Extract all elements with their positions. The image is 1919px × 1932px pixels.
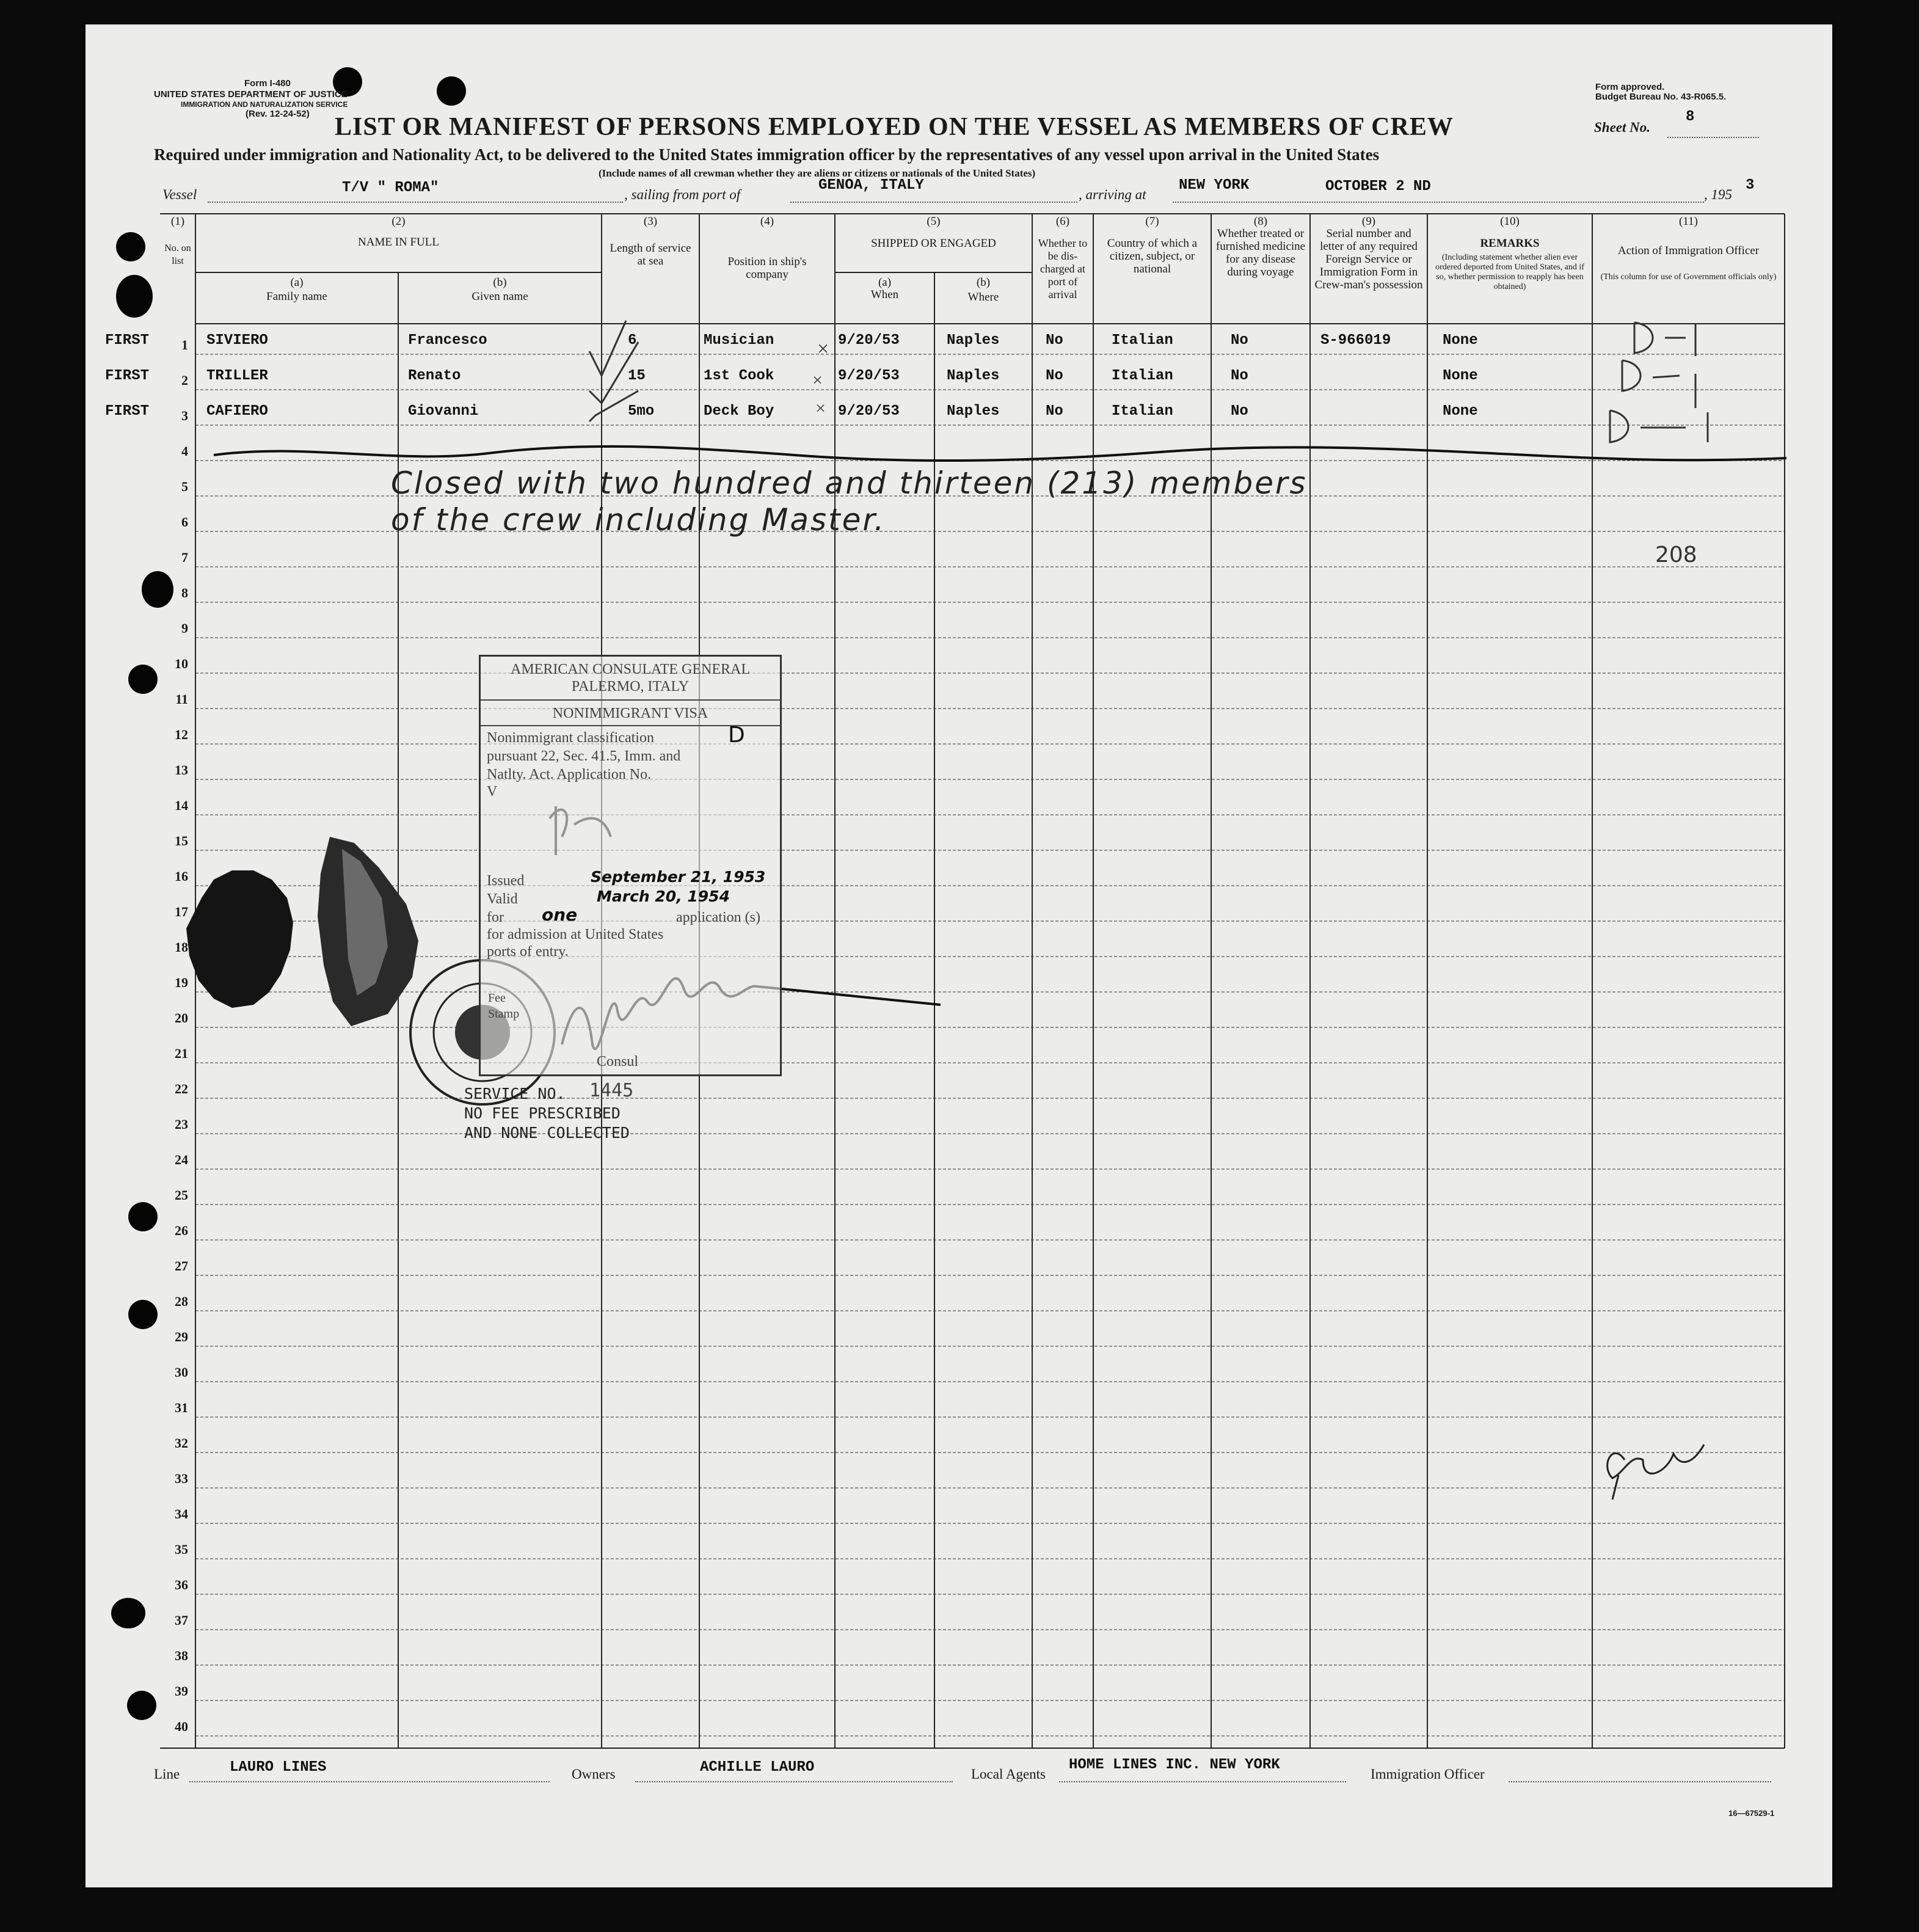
- crew-treated: No: [1231, 403, 1248, 420]
- year-prefix: , 195: [1704, 187, 1732, 202]
- crew-treated: No: [1231, 332, 1248, 349]
- footer-line-value: LAURO LINES: [230, 1759, 327, 1776]
- manifest-note: (Include names of all crewman whether they are aliens or citizens or nationals of the United States): [599, 167, 1036, 179]
- row-number: 18: [175, 939, 188, 955]
- crew-shipped-where: Naples: [947, 403, 1000, 420]
- row-number: 16: [175, 869, 188, 884]
- crew-discharged: No: [1046, 368, 1063, 384]
- row-number: 8: [181, 585, 188, 600]
- crew-position: Deck Boy: [704, 403, 774, 420]
- crew-remarks: None: [1443, 403, 1478, 420]
- service-name: IMMIGRATION AND NATURALIZATION SERVICE: [181, 100, 348, 109]
- col2b-tag: (b): [493, 276, 507, 289]
- year-digit: 3: [1746, 177, 1755, 194]
- row-number: 19: [175, 975, 188, 990]
- col1-header: No. on list: [164, 243, 191, 266]
- crew-given-name: Giovanni: [408, 403, 479, 420]
- crew-discharged: No: [1046, 332, 1063, 349]
- footer-owners-label: Owners: [572, 1766, 616, 1782]
- col2a-tag: (a): [290, 276, 304, 289]
- stamp-natlty: Natlty. Act. Application No.: [487, 767, 652, 782]
- crew-position: Musician: [704, 332, 774, 349]
- crew-family-name: CAFIERO: [206, 403, 268, 420]
- stamp-v-label: V: [487, 784, 498, 800]
- footer-officer-rule: [1509, 1781, 1771, 1782]
- crew-country: Italian: [1112, 368, 1173, 384]
- row-number: 23: [175, 1117, 188, 1132]
- col5a-header: When: [870, 288, 899, 301]
- col4-header: Position in ship's company: [727, 255, 807, 281]
- row-number: 12: [175, 727, 188, 742]
- row-number: 28: [175, 1294, 188, 1309]
- row-number: 34: [175, 1506, 188, 1522]
- crew-given-name: Renato: [408, 368, 461, 384]
- crew-country: Italian: [1112, 403, 1173, 420]
- row-number: 2: [181, 373, 188, 388]
- row-number: 32: [175, 1435, 188, 1451]
- row-number: 4: [181, 443, 188, 459]
- col1-number: (1): [170, 215, 185, 228]
- col3-number: (3): [643, 215, 658, 228]
- footer-form-code: 16—67529-1: [1728, 1809, 1775, 1818]
- sheet-number: 8: [1686, 109, 1695, 125]
- row-number: 27: [175, 1258, 188, 1274]
- svg-text:×: ×: [817, 338, 829, 360]
- closing-note-line2: of the crew including Master.: [391, 502, 886, 538]
- budget-bureau: Budget Bureau No. 43-R065.5.: [1595, 92, 1727, 102]
- row-number: 3: [181, 408, 188, 423]
- footer-agents-rule: [1059, 1781, 1346, 1782]
- col5b-tag: (b): [976, 276, 991, 289]
- no-fee-line: NO FEE PRESCRIBED: [464, 1104, 621, 1122]
- stamp-issued-label: Issued: [487, 873, 525, 889]
- col2-number: (2): [391, 215, 406, 228]
- col10-note: (Including statement whether alien ever ordered deported from United States, and if so, whether permission to reapply has been obtained): [1435, 253, 1584, 291]
- col3-header: Length of service at sea: [610, 242, 691, 268]
- crew-remarks: None: [1443, 332, 1478, 349]
- col9-header: Serial number and letter of any required Foreign Service or Immigration Form in Crew-man's possession: [1314, 227, 1423, 291]
- col11-number: (11): [1679, 215, 1698, 228]
- footer-agents-value: HOME LINES INC. NEW YORK: [1069, 1757, 1280, 1773]
- row-number: 7: [181, 550, 188, 565]
- col8-number: (8): [1253, 215, 1268, 228]
- col6-number: (6): [1055, 215, 1070, 228]
- col10-header: REMARKS: [1480, 237, 1540, 250]
- col2b-header: Given name: [472, 290, 528, 303]
- sailing-label: , sailing from port of: [624, 187, 741, 202]
- row-number: 1: [181, 337, 188, 352]
- agency-name: UNITED STATES DEPARTMENT OF JUSTICE: [154, 89, 348, 100]
- arrival-port: NEW YORK: [1179, 177, 1250, 194]
- col10-number: (10): [1500, 215, 1520, 228]
- row-number: 39: [175, 1683, 188, 1699]
- col7-number: (7): [1145, 215, 1159, 228]
- row-number: 30: [175, 1365, 188, 1380]
- stamp-for-label: for: [487, 909, 504, 925]
- footer-owners-value: ACHILLE LAURO: [700, 1759, 815, 1776]
- departure-port: GENOA, ITALY: [818, 177, 924, 194]
- crew-service-length: 5mo: [628, 403, 655, 420]
- row-number: 35: [175, 1542, 188, 1557]
- closing-note-line1: Closed with two hundred and thirteen (213) members: [391, 465, 1308, 501]
- row-number: 21: [175, 1046, 188, 1061]
- crew-shipped-where: Naples: [947, 332, 1000, 349]
- vessel-label: Vessel: [162, 187, 197, 202]
- col2a-header: Family name: [266, 290, 327, 303]
- footer-owners-rule: [635, 1781, 953, 1782]
- stamp-valid-label: Valid: [487, 891, 518, 907]
- footer-line-rule: [189, 1781, 550, 1782]
- crew-treated: No: [1231, 368, 1248, 384]
- crew-count-note: 208: [1655, 542, 1697, 567]
- stamp-applications: application (s): [676, 909, 760, 925]
- stamp-classification-label: Nonimmigrant classification: [487, 730, 654, 746]
- crew-discharged: No: [1046, 403, 1063, 420]
- service-no-label: SERVICE NO.: [464, 1085, 566, 1103]
- row-number: 38: [175, 1648, 188, 1663]
- row-number: 24: [175, 1152, 188, 1167]
- col5-number: (5): [927, 215, 941, 228]
- row-number: 37: [175, 1613, 188, 1628]
- stamp-ports: ports of entry.: [487, 944, 569, 960]
- col7-header: Country of which a citizen, subject, or national: [1107, 237, 1198, 275]
- stamp-valid-date: March 20, 1954: [597, 888, 730, 905]
- row-number: 26: [175, 1223, 188, 1238]
- arrival-date: OCTOBER 2 ND: [1325, 178, 1431, 195]
- col4-number: (4): [760, 215, 774, 228]
- manifest-title: LIST OR MANIFEST OF PERSONS EMPLOYED ON THE VESSEL AS MEMBERS OF CREW: [335, 113, 1454, 141]
- row-number: 29: [175, 1329, 188, 1344]
- col2-header: NAME IN FULL: [358, 236, 439, 249]
- col11-note: (This column for use of Government officials only): [1600, 272, 1777, 282]
- row-number: 22: [175, 1081, 188, 1096]
- col5a-tag: (a): [878, 276, 892, 289]
- form-approved: Form approved.: [1595, 82, 1665, 92]
- crew-serial: S-966019: [1320, 332, 1391, 349]
- stamp-admission: for admission at United States: [487, 927, 664, 942]
- crew-class: FIRST: [105, 332, 150, 349]
- sheet-label: Sheet No.: [1594, 120, 1650, 135]
- stamp-visa-type: NONIMMIGRANT VISA: [552, 705, 708, 721]
- col11-header: Action of Immigration Officer: [1617, 244, 1760, 257]
- arriving-label: , arriving at: [1079, 187, 1146, 202]
- row-number: 20: [175, 1010, 188, 1026]
- stamp-consul-label: Consul: [597, 1054, 639, 1070]
- none-collected-line: AND NONE COLLECTED: [464, 1124, 630, 1142]
- footer-agents-label: Local Agents: [971, 1766, 1046, 1782]
- row-number: 13: [175, 762, 188, 778]
- footer-officer-label: Immigration Officer: [1371, 1766, 1485, 1782]
- svg-text:×: ×: [815, 398, 826, 418]
- row-number: 36: [175, 1577, 188, 1592]
- crew-family-name: SIVIERO: [206, 332, 268, 349]
- row-number: 33: [175, 1471, 188, 1486]
- stamp-classification: D: [728, 723, 745, 748]
- row-number: 6: [181, 514, 188, 530]
- crew-class: FIRST: [105, 403, 150, 420]
- row-number: 15: [175, 833, 188, 848]
- stamp-for-count: one: [542, 905, 578, 925]
- crew-class: FIRST: [105, 368, 150, 384]
- crew-given-name: Francesco: [408, 332, 487, 349]
- vessel-name: T/V " ROMA": [342, 180, 439, 196]
- row-number: 40: [175, 1719, 188, 1734]
- col9-number: (9): [1361, 215, 1376, 228]
- crew-service-length: 15: [628, 368, 646, 384]
- crew-country: Italian: [1112, 332, 1173, 349]
- col5-header: SHIPPED OR ENGAGED: [871, 237, 996, 250]
- manifest-subtitle: Required under immigration and Nationality Act, to be delivered to the United States immigration officer by the representatives of any vessel upon arrival in the United States: [154, 145, 1380, 164]
- crew-shipped-when: 9/20/53: [838, 368, 900, 384]
- row-number: 5: [181, 479, 188, 494]
- stamp-fee-label: Fee: [488, 991, 506, 1005]
- col5b-header: Where: [967, 291, 999, 304]
- crew-family-name: TRILLER: [206, 368, 268, 384]
- crew-service-length: 6: [628, 332, 637, 349]
- crew-shipped-when: 9/20/53: [838, 403, 900, 420]
- row-number: 31: [175, 1400, 188, 1415]
- crew-shipped-where: Naples: [947, 368, 1000, 384]
- row-number: 25: [175, 1187, 188, 1203]
- row-number: 10: [175, 656, 188, 671]
- form-number: Form I-480: [244, 78, 291, 89]
- row-number: 11: [175, 691, 188, 707]
- svg-text:×: ×: [812, 370, 823, 390]
- footer-line-label: Line: [154, 1766, 180, 1782]
- crew-position: 1st Cook: [704, 368, 774, 384]
- stamp-consulate: AMERICAN CONSULATE GENERAL: [511, 662, 750, 677]
- stamp-pursuant: pursuant 22, Sec. 41.5, Imm. and: [487, 748, 681, 764]
- col8-header: Whether treated or furnished medicine for any disease during voyage: [1215, 227, 1306, 279]
- row-number: 14: [175, 798, 188, 813]
- stamp-city: PALERMO, ITALY: [571, 679, 690, 694]
- crew-remarks: None: [1443, 368, 1478, 384]
- service-no: 1445: [589, 1080, 634, 1101]
- row-number: 17: [175, 904, 188, 919]
- row-number: 9: [181, 621, 188, 636]
- col6-header: Whether to be dis-charged at port of arrival: [1038, 237, 1088, 301]
- form-revision: (Rev. 12-24-52): [246, 109, 310, 119]
- crew-shipped-when: 9/20/53: [838, 332, 900, 349]
- visa-stamp: [479, 655, 782, 1076]
- stamp-stamp-label: Stamp: [488, 1007, 520, 1021]
- stamp-issued-date: September 21, 1953: [591, 868, 766, 886]
